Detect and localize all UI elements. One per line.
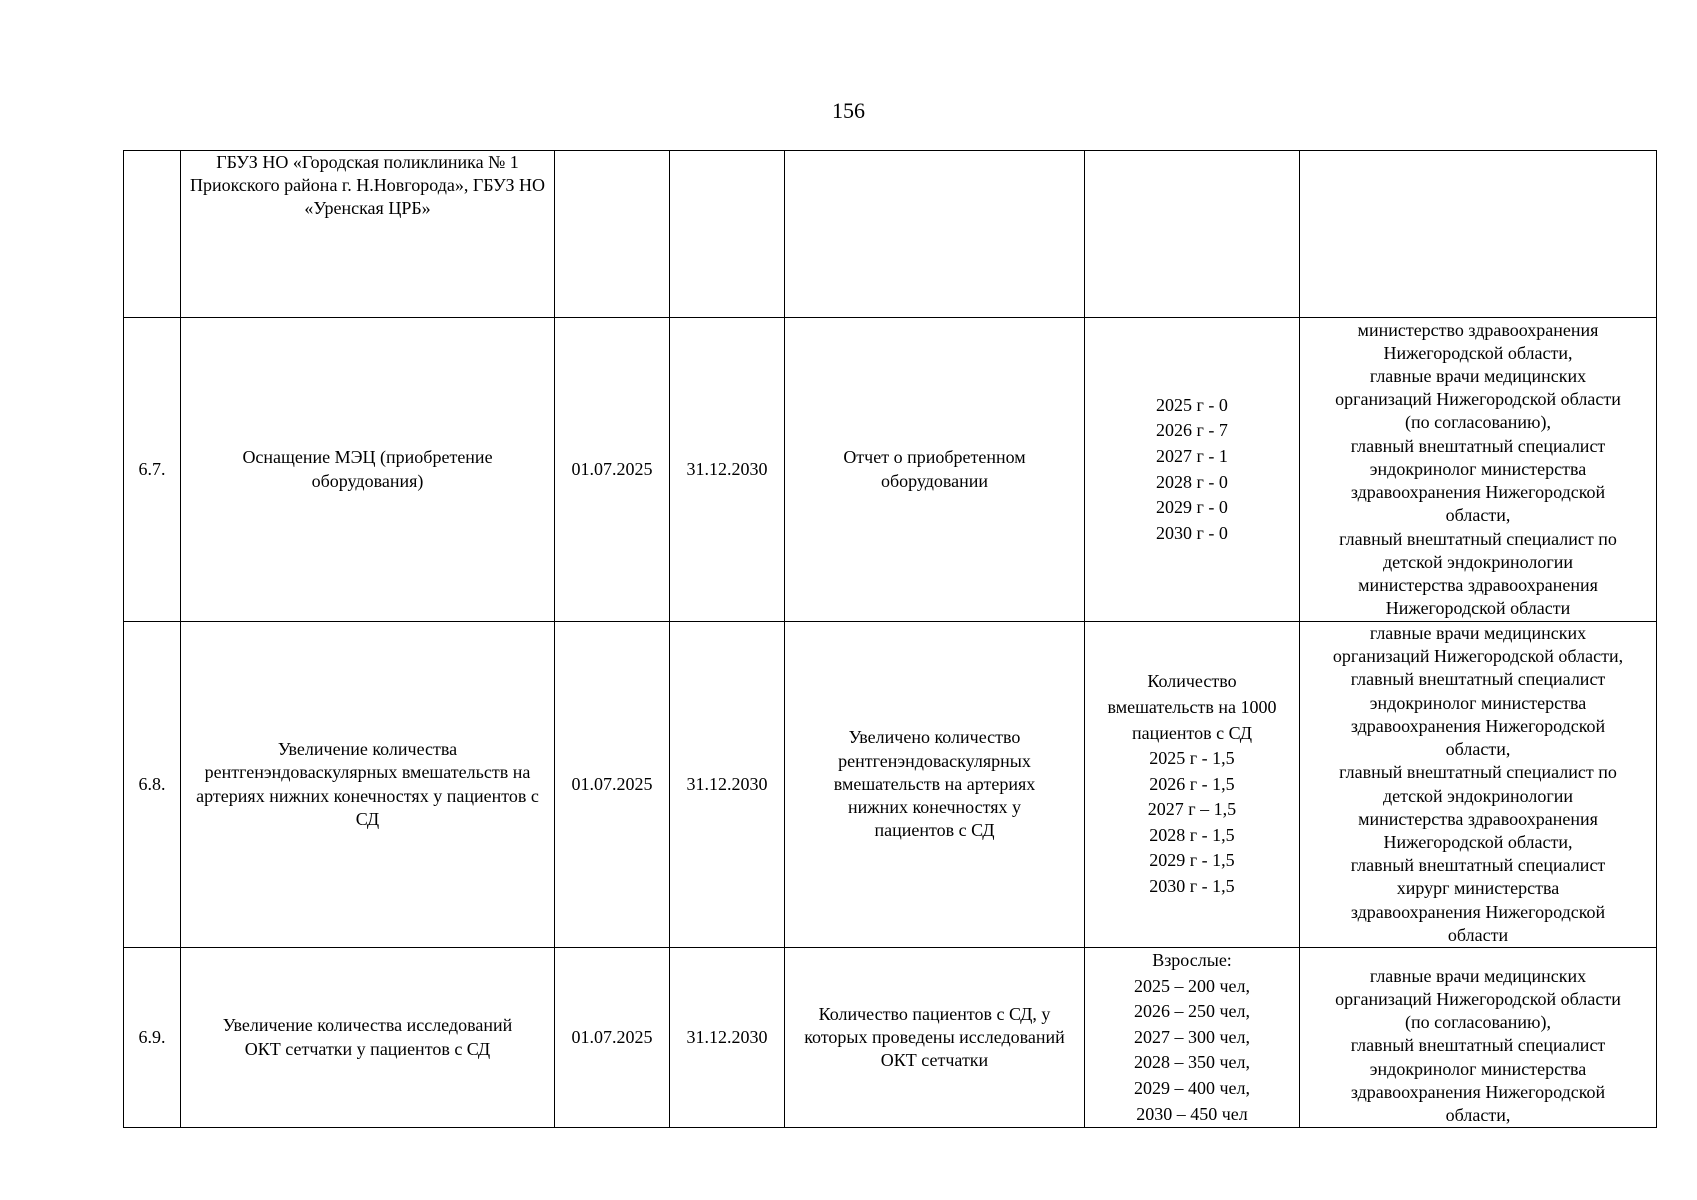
indicator-line: 2027 – 300 чел,: [1133, 1026, 1251, 1047]
responsible-line: хирург министерства: [1396, 878, 1560, 899]
measure-name-cell: [181, 151, 555, 318]
responsible-line: детской эндокринологии: [1382, 785, 1574, 806]
table-row: [124, 622, 1657, 948]
plan-table: [123, 150, 1657, 1128]
responsible-line: главный внештатный специалист: [1350, 435, 1606, 456]
table-row: [124, 151, 1657, 318]
start-date-cell: [555, 151, 670, 318]
responsible-line: области,: [1445, 739, 1511, 760]
indicator-line: 2028 г - 1,5: [1149, 824, 1235, 845]
indicator-line: 2028 – 350 чел,: [1133, 1052, 1251, 1073]
indicators-cell: [1085, 151, 1300, 318]
end-date: 31.12.2030: [686, 773, 768, 794]
indicator-line: 2027 г – 1,5: [1147, 799, 1237, 820]
responsible-line: министерства здравоохранения: [1358, 574, 1598, 595]
indicators-cell: [1085, 622, 1300, 948]
end-date-cell: [670, 622, 785, 948]
row-number-cell: [124, 151, 181, 318]
responsible-line: здравоохранения Нижегородской: [1350, 715, 1606, 736]
responsible-line: эндокринолог министерства: [1369, 692, 1587, 713]
end-date-cell: [670, 151, 785, 318]
responsible-line: Нижегородской области: [1385, 598, 1571, 619]
responsible-line: главный внештатный специалист по: [1339, 528, 1617, 549]
row-number-cell: [124, 318, 181, 622]
indicator-line: 2025 г - 0: [1156, 394, 1228, 415]
responsible-line: главный внештатный специалист: [1350, 669, 1606, 690]
start-date: 01.07.2025: [571, 458, 653, 479]
expected-result: Отчет о приобретенном оборудовании: [843, 447, 1026, 491]
indicator-line: 2028 г - 0: [1156, 471, 1228, 492]
start-date: 01.07.2025: [571, 773, 653, 794]
responsible-line: министерства здравоохранения: [1358, 808, 1598, 829]
end-date-cell: [670, 318, 785, 622]
measure-name: Увеличение количества рентгенэндоваскулярных вмешательств на артериях нижних конечностях у пациентов с СД: [196, 739, 539, 829]
responsible-line: министерство здравоохранения: [1357, 319, 1599, 340]
end-date-cell: [670, 948, 785, 1128]
result-cell: [785, 318, 1085, 622]
indicator-line: 2030 – 450 чел: [1136, 1103, 1248, 1124]
start-date-cell: [555, 622, 670, 948]
responsible-cell: [1300, 622, 1657, 948]
start-date: 01.07.2025: [571, 1026, 653, 1047]
end-date: 31.12.2030: [686, 458, 768, 479]
measure-name-cell: [181, 622, 555, 948]
table-row: [124, 948, 1657, 1128]
row-number-cell: [124, 948, 181, 1128]
responsible-line: (по согласованию),: [1404, 412, 1551, 433]
responsible-line: (по согласованию),: [1404, 1012, 1551, 1033]
responsible-line: организаций Нижегородской области: [1335, 988, 1621, 1009]
indicator-line: 2026 г - 1,5: [1149, 773, 1235, 794]
indicator-line: 2029 – 400 чел,: [1133, 1077, 1251, 1098]
row-number-cell: [124, 622, 181, 948]
measure-name: Увеличение количества исследований ОКТ сетчатки у пациентов с СД: [222, 1015, 513, 1059]
indicator-line: вмешательств на 1000: [1107, 696, 1277, 717]
plan-table-body: [124, 151, 1657, 1128]
responsible-line: здравоохранения Нижегородской: [1350, 901, 1606, 922]
responsible-cell: [1300, 151, 1657, 318]
responsible-line: эндокринолог министерства: [1369, 458, 1587, 479]
responsible-line: здравоохранения Нижегородской: [1350, 1081, 1606, 1102]
row-number: 6.8.: [138, 773, 166, 794]
indicator-line: 2027 г - 1: [1156, 445, 1228, 466]
page-number: 156: [832, 98, 865, 123]
responsible-line: эндокринолог министерства: [1369, 1058, 1587, 1079]
measure-name: Оснащение МЭЦ (приобретение оборудования): [242, 447, 493, 491]
responsible-line: главный внештатный специалист: [1350, 1035, 1606, 1056]
responsible-line: Нижегородской области,: [1383, 342, 1573, 363]
indicator-line: 2026 – 250 чел,: [1133, 1001, 1251, 1022]
responsible-line: области,: [1445, 505, 1511, 526]
start-date-cell: [555, 318, 670, 622]
responsible-cell: [1300, 318, 1657, 622]
row-number: 6.7.: [138, 458, 166, 479]
indicators-cell: [1085, 318, 1300, 622]
indicator-line: 2029 г - 0: [1156, 497, 1228, 518]
measure-name-cell: [181, 318, 555, 622]
measure-name-cell: [181, 948, 555, 1128]
responsible-line: организаций Нижегородской области,: [1332, 646, 1624, 667]
responsible-line: главные врачи медицинских: [1369, 623, 1587, 644]
indicator-line: 2025 – 200 чел,: [1133, 975, 1251, 996]
end-date: 31.12.2030: [686, 1026, 768, 1047]
indicator-line: 2025 г - 1,5: [1149, 748, 1235, 769]
indicator-line: пациентов с СД: [1131, 722, 1252, 743]
indicator-line: Количество: [1147, 671, 1237, 692]
start-date-cell: [555, 948, 670, 1128]
responsible-line: главные врачи медицинских: [1369, 366, 1587, 387]
indicators-cell: [1085, 948, 1300, 1128]
result-cell: [785, 948, 1085, 1128]
responsible-cell: [1300, 948, 1657, 1128]
indicator-line: 2030 г - 0: [1156, 522, 1228, 543]
indicator-line: 2029 г - 1,5: [1149, 850, 1235, 871]
responsible-line: здравоохранения Нижегородской: [1350, 482, 1606, 503]
row-number: 6.9.: [138, 1026, 166, 1047]
responsible-line: области: [1447, 924, 1509, 945]
responsible-line: главные врачи медицинских: [1369, 965, 1587, 986]
table-row: [124, 318, 1657, 622]
expected-result: Увеличено количество рентгенэндоваскулярных вмешательств на артериях нижних конечностях у пациентов с СД: [833, 727, 1036, 841]
responsible-line: организаций Нижегородской области: [1335, 389, 1621, 410]
responsible-line: Нижегородской области,: [1383, 831, 1573, 852]
measure-name: ГБУЗ НО «Городская поликлиника № 1 Приокского района г. Н.Новгорода», ГБУЗ НО «Уренская ЦРБ»: [190, 152, 545, 219]
responsible-line: главный внештатный специалист: [1350, 855, 1606, 876]
indicator-line: 2030 г - 1,5: [1149, 876, 1235, 897]
responsible-line: области,: [1445, 1104, 1511, 1125]
responsible-line: детской эндокринологии: [1382, 551, 1574, 572]
indicator-line: 2026 г - 7: [1156, 420, 1228, 441]
responsible-line: главный внештатный специалист по: [1339, 762, 1617, 783]
indicator-line: Взрослые:: [1152, 950, 1232, 970]
expected-result: Количество пациентов с СД, у которых проведены исследований ОКТ сетчатки: [804, 1003, 1065, 1071]
result-cell: [785, 151, 1085, 318]
result-cell: [785, 622, 1085, 948]
